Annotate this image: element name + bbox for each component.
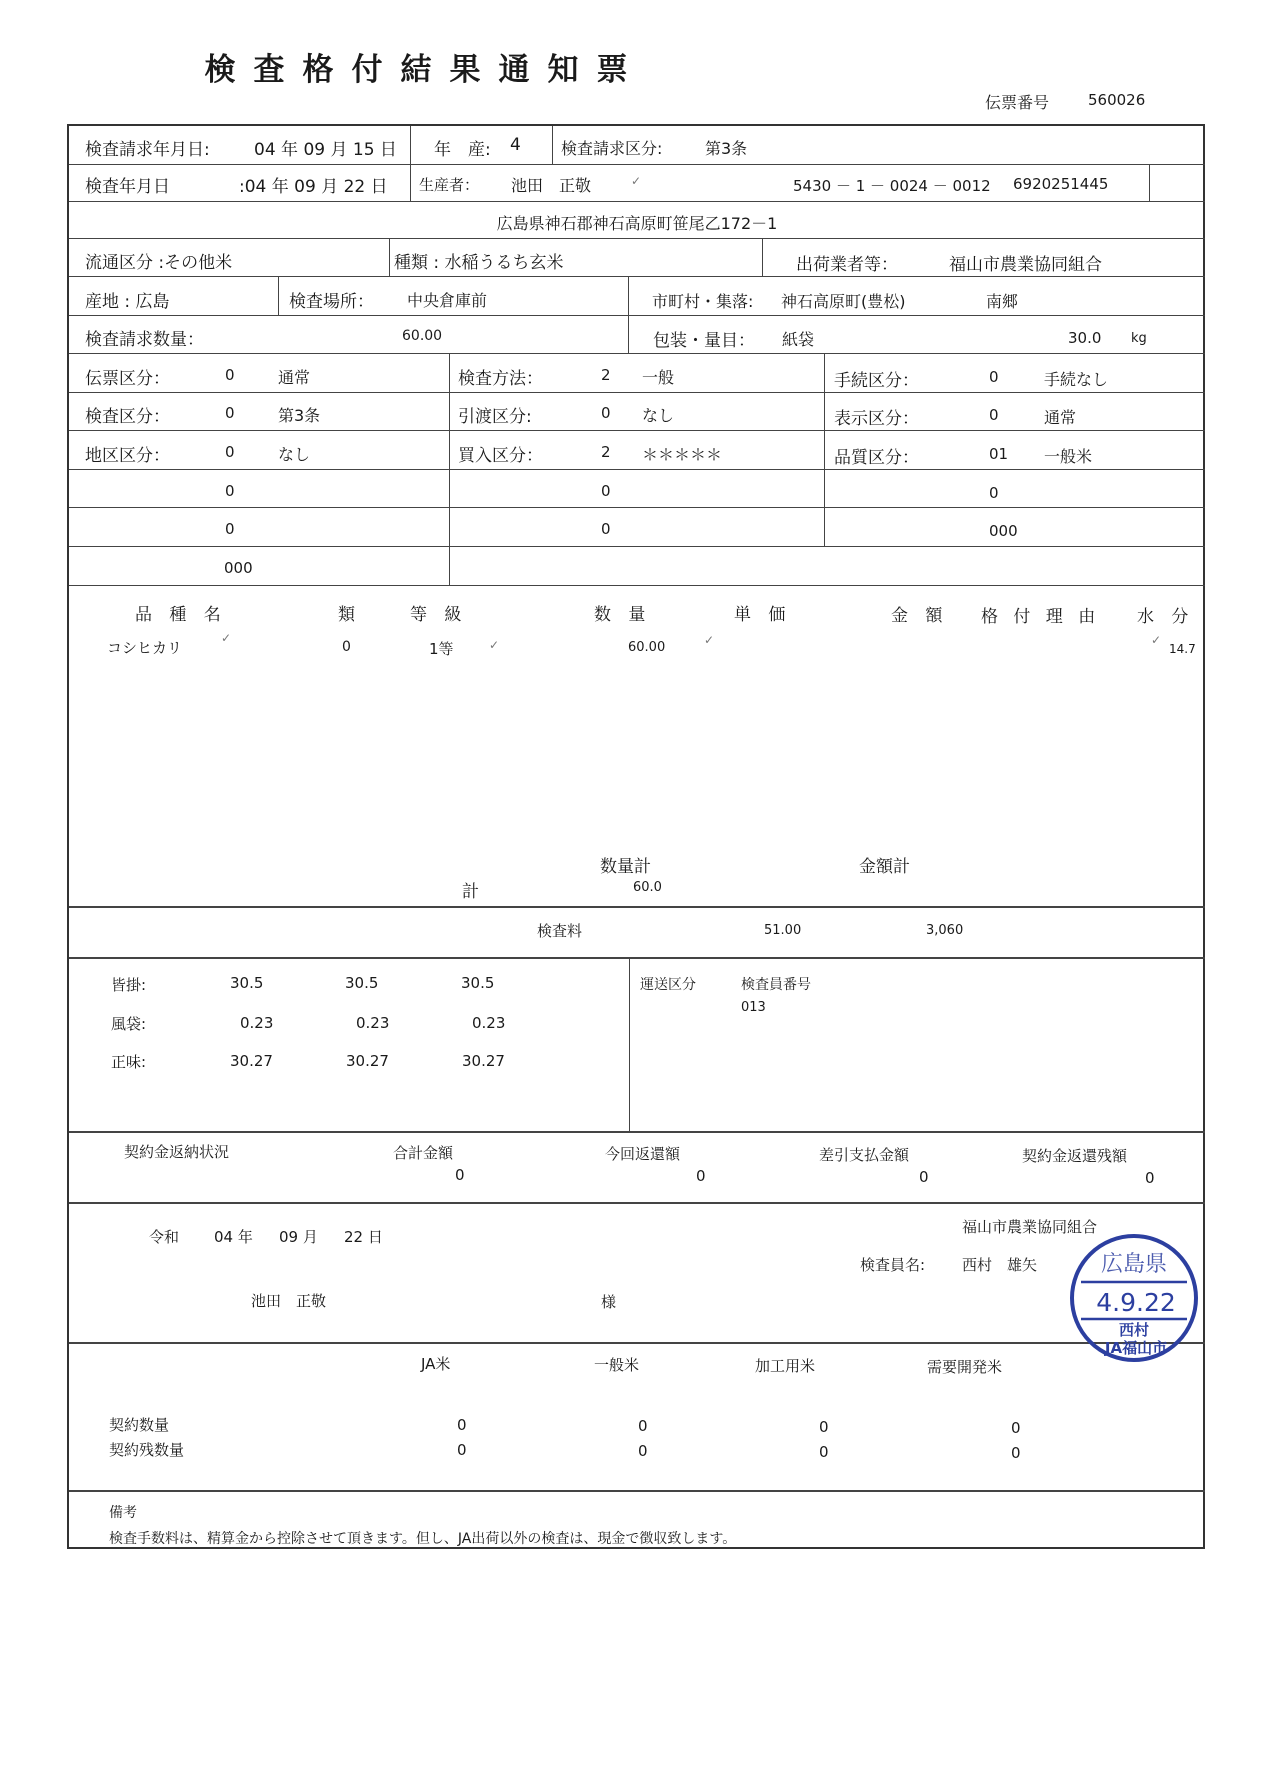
amount-total-label: 金額計 xyxy=(859,857,910,877)
tare-weight: 0.23 xyxy=(472,1014,506,1032)
contract-remaining-quantity: 0 xyxy=(638,1442,648,1460)
header-grade: 等 級 xyxy=(410,605,468,625)
total-label: 計 xyxy=(462,882,479,902)
demand-rice-label: 需要開発米 xyxy=(927,1358,1003,1376)
check-mark-icon: ✓ xyxy=(1151,633,1162,647)
inspection-form xyxy=(67,124,1205,1549)
transfer-label: 引渡区分: xyxy=(458,407,532,427)
quantity-total-label: 数量計 xyxy=(600,857,651,877)
check-mark-icon: ✓ xyxy=(489,638,500,652)
contract-remaining-quantity: 0 xyxy=(457,1441,467,1459)
contract-quantity: 0 xyxy=(457,1416,467,1434)
inspector-stamp xyxy=(1063,1227,1206,1370)
purchase-code: 2 xyxy=(601,443,611,461)
remarks-label: 備考 xyxy=(109,1505,137,1521)
request-date-label: 検査請求年月日: xyxy=(85,140,210,160)
inspection-fee-quantity: 51.00 xyxy=(764,923,802,938)
hamlet: 南郷 xyxy=(986,292,1019,311)
check-mark-icon: ✓ xyxy=(704,633,715,647)
contract-status-label: 契約金返納状況 xyxy=(124,1143,230,1161)
gross-weight-label: 皆掛: xyxy=(111,976,147,994)
inspection-place-label: 検査場所： xyxy=(289,292,374,312)
net-weight-label: 正味: xyxy=(111,1053,147,1071)
procedure-code: 0 xyxy=(989,368,999,386)
production-year: 4 xyxy=(510,135,521,155)
gross-weight: 30.5 xyxy=(461,974,495,992)
tare-weight: 0.23 xyxy=(240,1014,274,1032)
variety-grade: 1等 xyxy=(429,640,454,658)
area-code: 0 xyxy=(225,443,235,461)
distribution-type: 流通区分 :その他米 xyxy=(85,253,233,273)
header-moisture: 水 分 xyxy=(1137,607,1195,627)
method: 一般 xyxy=(642,368,675,387)
quality: 一般米 xyxy=(1044,447,1093,466)
general-rice-label: 一般米 xyxy=(594,1356,640,1374)
transfer-code: 0 xyxy=(601,404,611,422)
origin: 産地 : 広島 xyxy=(85,292,170,312)
purchase-label: 買入区分： xyxy=(458,446,543,466)
check-mark-icon: ✓ xyxy=(221,631,232,645)
slip-number: 560026 xyxy=(1088,91,1146,109)
inspector-number-label: 検査員番号 xyxy=(741,977,811,993)
extra-code: 000 xyxy=(224,559,253,577)
method-label: 検査方法： xyxy=(458,369,543,389)
document-title: 検査格付結果通知票 xyxy=(204,52,646,88)
village-label: 市町村・集落: xyxy=(652,292,754,311)
contract-payment-label: 差引支払金額 xyxy=(819,1146,910,1164)
header-variety: 品 種 名 xyxy=(135,605,227,625)
variety-quantity: 60.00 xyxy=(628,640,666,655)
issuer-organization: 福山市農業協同組合 xyxy=(962,1218,1098,1236)
producer-name: 池田 正敬 xyxy=(511,176,592,195)
net-weight: 30.27 xyxy=(230,1052,273,1070)
check-mark-icon: ✓ xyxy=(631,174,642,188)
area-label: 地区区分： xyxy=(85,446,170,466)
gross-weight: 30.5 xyxy=(230,974,264,992)
inspector-name-label: 検査員名: xyxy=(860,1256,926,1274)
packing-label: 包装・量目： xyxy=(653,331,755,351)
weight-unit: kg xyxy=(1131,331,1147,346)
issue-year: 04 年 xyxy=(214,1228,253,1246)
request-quantity: 60.00 xyxy=(402,328,443,344)
tare-weight: 0.23 xyxy=(356,1014,390,1032)
inspector-name: 西村 雄矢 xyxy=(962,1256,1038,1274)
header-quantity: 数 量 xyxy=(594,605,652,625)
issue-day: 22 日 xyxy=(344,1228,383,1246)
header-unit-price: 単 価 xyxy=(734,605,792,625)
transport-type-label: 運送区分 xyxy=(640,977,696,993)
slip-number-label: 伝票番号 xyxy=(985,93,1050,112)
procedure-label: 手続区分： xyxy=(834,371,919,391)
contract-refund: 0 xyxy=(696,1167,706,1185)
inspection-type-code: 0 xyxy=(225,404,235,422)
stamp-organization: JA福山市 xyxy=(1104,1339,1168,1357)
producer-address: 広島県神石郡神石高原町笹尾乙172－1 xyxy=(496,214,778,233)
method-code: 2 xyxy=(601,366,611,384)
request-date: 04 年 09 月 15 日 xyxy=(254,140,397,160)
net-weight: 30.27 xyxy=(462,1052,505,1070)
packing: 紙袋 xyxy=(782,330,815,349)
purchase: ＊＊＊＊＊ xyxy=(642,445,723,464)
contract-quantity: 0 xyxy=(819,1418,829,1436)
variety-class: 0 xyxy=(342,639,351,655)
rice-kind: 種類 : 水稲うるち玄米 xyxy=(394,253,564,273)
inspection-fee-label: 検査料 xyxy=(537,922,583,940)
request-type-label: 検査請求区分: xyxy=(561,139,663,158)
inspection-type-label: 検査区分： xyxy=(85,407,170,427)
contract-total-label: 合計金額 xyxy=(393,1144,454,1162)
production-year-label: 年 産: xyxy=(434,140,491,160)
shipper-label: 出荷業者等： xyxy=(796,255,898,275)
display: 通常 xyxy=(1044,408,1077,427)
quality-label: 品質区分： xyxy=(834,448,919,468)
slip-type: 通常 xyxy=(278,368,311,387)
extra-code: 0 xyxy=(989,484,999,502)
quantity-total: 60.0 xyxy=(633,880,662,895)
contract-remaining: 0 xyxy=(1145,1169,1155,1187)
net-weight: 30.27 xyxy=(346,1052,389,1070)
variety-name: コシヒカリ xyxy=(107,639,183,657)
header-amount: 金 額 xyxy=(891,606,949,626)
village: 神石高原町(豊松) xyxy=(781,292,906,311)
contract-quantity-label: 契約数量 xyxy=(109,1416,170,1434)
contract-remaining-quantity: 0 xyxy=(819,1443,829,1461)
extra-code: 0 xyxy=(225,482,235,500)
contract-payment: 0 xyxy=(919,1168,929,1186)
area: なし xyxy=(278,445,311,464)
display-label: 表示区分： xyxy=(834,409,919,429)
contract-quantity: 0 xyxy=(1011,1419,1021,1437)
inspection-date-label: 検査年月日 xyxy=(85,177,170,197)
stamp-name: 西村 xyxy=(1118,1321,1150,1339)
contract-total: 0 xyxy=(455,1166,465,1184)
inspection-type: 第3条 xyxy=(278,406,321,425)
issue-month: 09 月 xyxy=(279,1228,318,1246)
slip-type-code: 0 xyxy=(225,366,235,384)
quality-code: 01 xyxy=(989,445,1009,463)
tare-weight-label: 風袋: xyxy=(111,1015,147,1033)
variety-moisture: 14.7 xyxy=(1169,642,1196,656)
extra-code: 0 xyxy=(601,482,611,500)
procedure: 手続なし xyxy=(1044,370,1109,389)
inspection-fee-amount: 3,060 xyxy=(926,923,964,938)
slip-type-label: 伝票区分： xyxy=(85,369,170,389)
stamp-date: 4.9.22 xyxy=(1096,1288,1176,1317)
inspector-number: 013 xyxy=(741,1000,766,1015)
era-label: 令和 xyxy=(149,1228,180,1246)
remarks-text: 検査手数料は、精算金から控除させて頂きます。但し、JA出荷以外の検査は、現金で徴収致します。 xyxy=(109,1531,737,1547)
contract-remaining-quantity-label: 契約残数量 xyxy=(109,1441,185,1459)
request-type: 第3条 xyxy=(705,139,748,158)
extra-code: 000 xyxy=(989,522,1018,540)
request-quantity-label: 検査請求数量： xyxy=(85,330,204,350)
extra-code: 0 xyxy=(601,520,611,538)
gross-weight: 30.5 xyxy=(345,974,379,992)
shipper-name: 福山市農業協同組合 xyxy=(949,255,1102,275)
transfer: なし xyxy=(642,406,675,425)
stamp-prefecture: 広島県 xyxy=(1100,1252,1168,1277)
producer-id-number: 6920251445 xyxy=(1013,175,1109,193)
contract-quantity: 0 xyxy=(638,1417,648,1435)
inspection-place: 中央倉庫前 xyxy=(407,291,488,310)
producer-label: 生産者： xyxy=(419,176,480,194)
processing-rice-label: 加工用米 xyxy=(755,1357,816,1375)
display-code: 0 xyxy=(989,406,999,424)
inspection-date: :04 年 09 月 22 日 xyxy=(239,177,388,197)
recipient-honorific: 様 xyxy=(601,1293,617,1311)
contract-remaining-quantity: 0 xyxy=(1011,1444,1021,1462)
producer-code: 5430 － 1 － 0024 － 0012 xyxy=(793,177,991,195)
extra-code: 0 xyxy=(225,520,235,538)
contract-remaining-label: 契約金返還残額 xyxy=(1022,1147,1128,1165)
recipient-name: 池田 正敬 xyxy=(251,1292,327,1310)
ja-rice-label: JA米 xyxy=(421,1355,451,1373)
unit-weight: 30.0 xyxy=(1068,329,1102,347)
header-reason: 格 付 理 由 xyxy=(981,607,1101,627)
header-class: 類 xyxy=(338,605,355,625)
contract-refund-label: 今回返還額 xyxy=(605,1145,681,1163)
